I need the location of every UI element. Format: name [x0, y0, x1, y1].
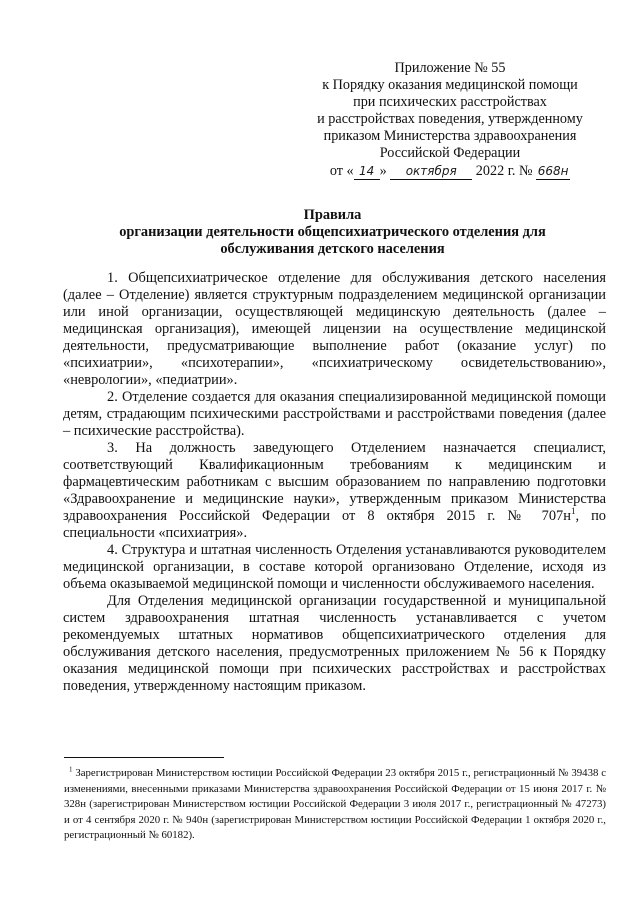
header-line-3: при психических расстройствах — [353, 94, 547, 110]
header-line-4: и расстройствах поведения, утвержденному — [317, 111, 583, 127]
header-line-1: Приложение № 55 — [394, 60, 506, 76]
handwritten-day: 14 — [354, 164, 380, 180]
paragraph-1: 1. Общепсихиатрическое отделение для обслуживания детского населения (далее – Отделение) является структурным подразделением медицинской организации или иной организации, осуществляющей медицинскую деятельность (далее – медицинская организация), имеющей лицензии на осуществление медицинской деятельности, предусматривающие выполнение работ (оказание услуг) по «психиатрии», «психотерапии», «психиатрическому освидетельствованию», «неврологии», «педиатрии». — [63, 270, 606, 388]
order-date-line — [300, 163, 600, 180]
date-mid: » — [379, 163, 387, 179]
date-year: 2022 г. № — [475, 163, 533, 179]
paragraph-3-text: 3. На должность заведующего Отделением назначается специалист, соответствующий Квалификационным требованиям к медицинским и фармацевтическим работникам с высшим образованием по направлению подготовки «Здравоохранение и медицинские науки», утвержденным приказом Министерства здравоохранения Российской Федерации от 8 октября 2015 г. № 707н — [63, 440, 606, 524]
footnote — [64, 766, 606, 844]
header-line-6: Российской Федерации — [379, 145, 521, 161]
paragraph-4: 4. Структура и штатная численность Отделения устанавливаются руководителем медицинской организации, в составе которой организовано Отделение, исходя из объема оказываемой медицинской помощи и численности обслуживаемого населения. — [63, 542, 606, 592]
appendix-header — [300, 60, 600, 180]
header-line-5: приказом Министерства здравоохранения — [323, 128, 577, 144]
title-line-3: обслуживания детского населения — [220, 241, 445, 257]
footnote-text: Зарегистрирован Министерством юстиции Российской Федерации 23 октября 2015 г., регистрационный № 39438 с изменениями, внесенными приказами Министерства здравоохранения Российской Федерации от 15 июня 2017 г. № 328н (зарегистрирован Министерством юстиции Российской Федерации 3 июля 2017 г., регистрационный № 47273) и от 4 сентября 2020 г. № 940н (зарегистрирован Министерством юстиции Российской Федерации 1 октября 2020 г., регистрационный № 60182). — [64, 767, 606, 842]
footnote-ref-1: 1 — [570, 506, 576, 517]
paragraph-3-tail: , по специальности «психиатрия». — [63, 508, 606, 541]
handwritten-order-number: 668н — [537, 164, 569, 178]
date-prefix: от « — [329, 163, 354, 179]
document-body — [63, 270, 606, 695]
header-line-2: к Порядку оказания медицинской помощи — [322, 77, 578, 93]
paragraph-3 — [63, 440, 606, 542]
paragraph-2: 2. Отделение создается для оказания специализированной медицинской помощи детям, страдающим психическими расстройствами и расстройствами поведения (далее – психические расстройства). — [63, 389, 606, 439]
handwritten-month: октября — [390, 164, 472, 180]
footnote-divider — [64, 757, 224, 758]
title-line-2: организации деятельности общепсихиатрического отделения для — [119, 224, 546, 240]
paragraph-5: Для Отделения медицинской организации государственной и муниципальной систем здравоохранения штатная численность устанавливается с учетом рекомендуемых штатных нормативов общепсихиатрического отделения для обслуживания детского населения, предусмотренных приложением № 56 к Порядку оказания медицинской помощи при психических расстройствах и расстройствах поведения, утвержденному настоящим приказом. — [63, 593, 606, 694]
document-title — [60, 207, 605, 258]
title-line-1: Правила — [303, 207, 362, 223]
footnote-1 — [64, 766, 606, 844]
footnote-marker: 1 — [69, 765, 73, 774]
